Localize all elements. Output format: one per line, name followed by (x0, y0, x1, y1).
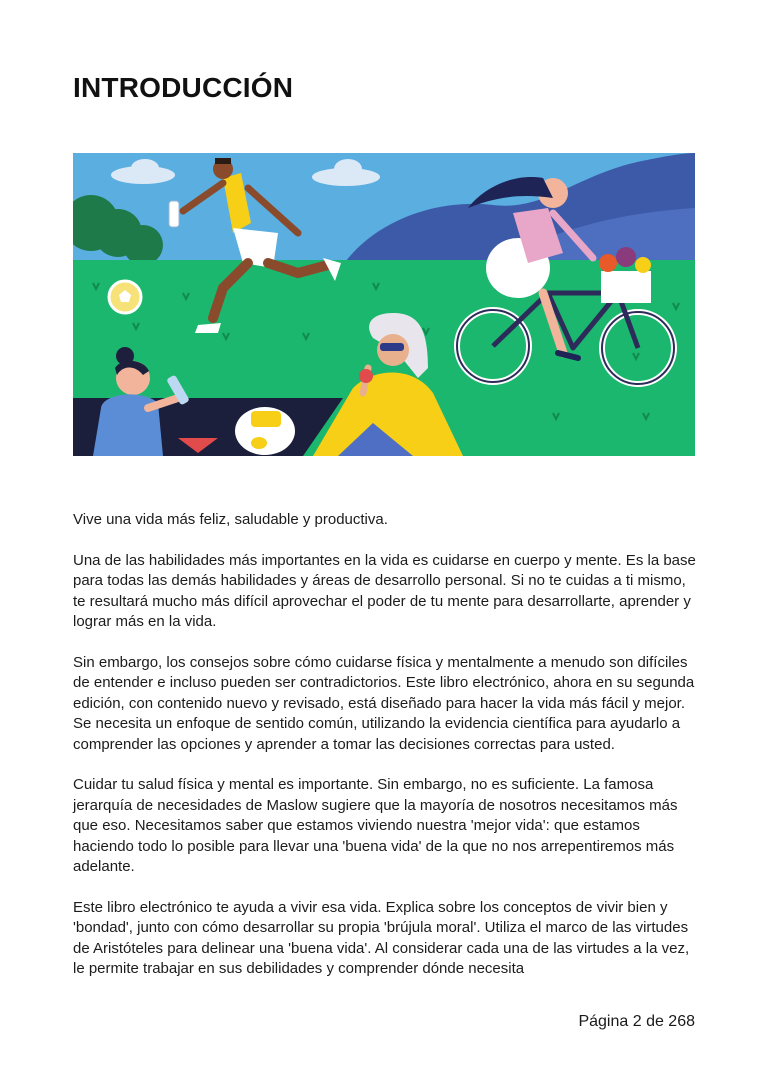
body-paragraph: Vive una vida más feliz, saludable y productiva. (73, 511, 388, 528)
body-paragraph: Una de las habilidades más importantes en la vida es cuidarse en cuerpo y mente. Es la base para todas las demás habilidades y áreas de desarrollo personal. Si no te cuidas a ti mismo, te resultará mucho más difícil aprovechar el poder de tu mente para desarrollarte, aprender y lograr más en la vida. (73, 551, 696, 630)
body-paragraph: Este libro electrónico te ayuda a vivir esa vida. Explica sobre los conceptos de vivir bien y 'bondad', junto con cómo desarrollar su propia 'brújula moral'. Utiliza el marco de las virtudes de Aristóteles para delinear una 'buena vida'. Al considerar cada una de las virtudes a la vez, le permite trabajar en sus debilidades y comprender dónde necesita (73, 898, 690, 977)
body-paragraph: Sin embargo, los consejos sobre cómo cuidarse física y mentalmente a menudo son difíciles de entender e incluso pueden ser contradictorios. Este libro electrónico, ahora en su segunda edición, con contenido nuevo y revisado, está diseñado para hacer la vida más fácil y mejor. Se necesita un enfoque de sentido común, utilizando la evidencia científica para ayudarlo a comprender las opciones y aprender a tomar las decisiones correctas para usted. (73, 653, 695, 753)
food-plate-icon (235, 407, 295, 455)
soccer-ball-icon (109, 281, 141, 313)
body-paragraph: Cuidar tu salud física y mental es importante. Sin embargo, no es suficiente. La famosa jerarquía de necesidades de Maslow sugiere que la mayoría de nosotros necesitamos más que eso. Necesitamos saber que estamos viviendo nuestra 'mejor vida': que estamos haciendo todo lo posible para llevar una 'buena vida' de la que no nos arrepentiremos más adelante. (73, 776, 678, 875)
page-number: Página 2 de 268 (578, 1013, 695, 1030)
document-body (73, 510, 697, 1000)
outdoor-lifestyle-illustration (73, 153, 695, 456)
page-title: INTRODUCCIÓN (73, 72, 294, 103)
